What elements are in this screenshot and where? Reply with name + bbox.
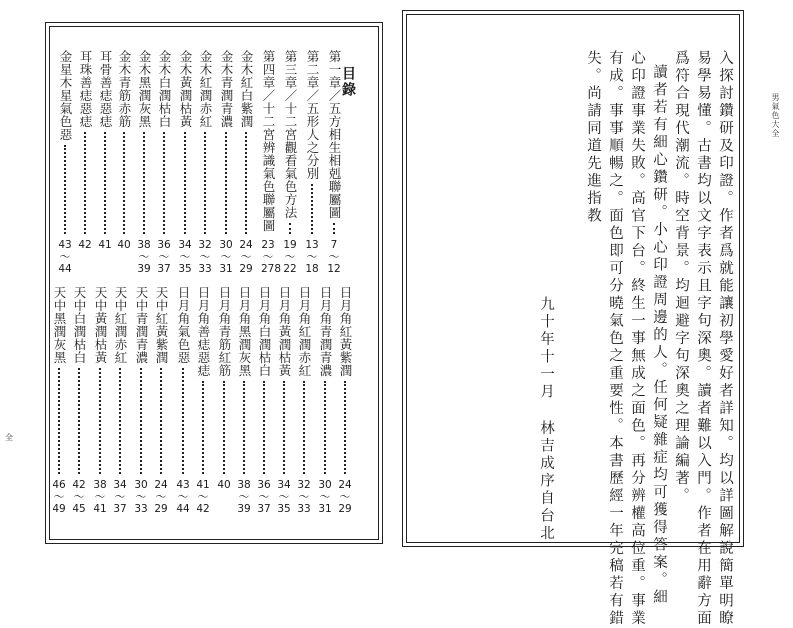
toc-bottom-entry-page: 24 — [338, 479, 352, 491]
toc-bottom-entry-page: 42 — [196, 503, 210, 515]
toc-top-entry-page: ～ — [220, 251, 232, 263]
toc-bottom-entry-page: 32 — [297, 479, 311, 491]
toc-bottom-entry-page: ～ — [319, 491, 331, 503]
toc-bottom-entry-page: 44 — [176, 503, 190, 515]
toc-top-entry-page: ～ — [59, 251, 71, 263]
toc-bottom-entry-page: ～ — [238, 491, 250, 503]
toc-top-entry-title: 第四章／十二宮辨識氣色聯屬圖 — [261, 50, 276, 232]
toc-bottom-entry-page: 46 — [52, 479, 66, 491]
toc-top-entry-title: 金木白潤枯白 — [157, 50, 172, 128]
toc-top-entry-title: 金木青潤青濃 — [219, 50, 234, 128]
toc-top-entry-title: 金木黑潤灰黑 — [137, 50, 152, 128]
toc-top-entry-title: 第二章／五形人之分別 — [305, 50, 320, 180]
preface-signature: 林吉成序自台北 — [538, 420, 554, 543]
toc-top-entry-page: 23 — [261, 239, 275, 251]
toc-heading: 目錄 — [340, 66, 356, 98]
toc-top-entry-leader-dots — [311, 184, 317, 234]
toc-top-entry-page: 22 — [283, 263, 297, 275]
toc-bottom-entry-page: 37 — [113, 503, 127, 515]
preface-column: 入探討鑽研及印證。作者爲就能讓初學愛好者詳知。均以詳圖解說簡單明瞭 — [717, 50, 733, 628]
toc-top-entry-page: 7 — [330, 239, 338, 251]
toc-bottom-entry-title: 日月角白潤枯白 — [257, 286, 272, 377]
toc-top-entry-leader-dots — [184, 132, 190, 234]
toc-bottom-entry-page: 34 — [277, 479, 291, 491]
toc-bottom-entry-leader-dots — [303, 381, 309, 474]
preface-column: 易學易懂。古書均以文字表示且字句深奧。讀者難以入門。作者在用辭方面 — [695, 50, 711, 628]
toc-bottom-entry-leader-dots — [263, 381, 269, 474]
toc-top-entry-title: 金木紅潤赤紅 — [198, 50, 213, 128]
page-number: 全 — [5, 433, 13, 442]
toc-top-entry-page: 24 — [239, 239, 253, 251]
toc-bottom-entry-page: ～ — [53, 491, 65, 503]
toc-bottom-entry-leader-dots — [243, 381, 249, 474]
toc-top-entry-page: 30 — [219, 239, 233, 251]
toc-bottom-entry-leader-dots — [202, 381, 208, 474]
toc-bottom-entry-page: 40 — [217, 479, 231, 491]
toc-top-entry-page: ～ — [328, 251, 340, 263]
toc-bottom-entry-page: 49 — [52, 503, 66, 515]
toc-top-entry-page: 278 — [261, 263, 282, 275]
toc-bottom-entry-page: 42 — [72, 479, 86, 491]
toc-bottom-entry-page: 33 — [134, 503, 148, 515]
toc-top-entry-page: ～ — [284, 251, 296, 263]
toc-top-entry-page: 42 — [78, 239, 92, 251]
toc-top-entry-page: 37 — [157, 263, 171, 275]
toc-top-entry-leader-dots — [204, 132, 210, 234]
toc-top-entry-page: 32 — [198, 239, 212, 251]
toc-top-entry-page: 13 — [305, 239, 319, 251]
toc-top-entry-leader-dots — [64, 145, 70, 234]
toc-bottom-entry-title: 日月角青筋紅筋 — [217, 286, 232, 377]
toc-top-entry-page: ～ — [138, 251, 150, 263]
toc-bottom-entry-page: 35 — [277, 503, 291, 515]
toc-bottom-entry-title: 天中黃潤枯黃 — [93, 286, 108, 364]
toc-top-entry-page: 35 — [178, 263, 192, 275]
toc-top-entry-page: ～ — [262, 251, 274, 263]
toc-top-entry-title: 金木黃潤枯黃 — [178, 50, 193, 128]
toc-bottom-entry-page: ～ — [278, 491, 290, 503]
preface-date: 九十年十一月 — [538, 296, 554, 401]
toc-bottom-entry-page: 24 — [154, 479, 168, 491]
toc-top-entry-title: 金木青筋赤筋 — [117, 50, 132, 128]
preface-column: 爲符合現代潮流。時空背景。均迴避字句深奧之理論編著。 — [673, 50, 689, 505]
toc-bottom-entry-title: 日月角青潤青濃 — [318, 286, 333, 377]
toc-top-entry-leader-dots — [289, 223, 295, 234]
toc-bottom-entry-page: ～ — [155, 491, 167, 503]
toc-bottom-entry-title: 天中青潤青濃 — [134, 286, 149, 364]
toc-top-entry-page: 41 — [98, 239, 112, 251]
toc-bottom-entry-page: 34 — [113, 479, 127, 491]
toc-bottom-entry-page: ～ — [114, 491, 126, 503]
toc-bottom-entry-title: 天中白潤枯白 — [72, 286, 87, 364]
toc-top-entry-page: 19 — [283, 239, 297, 251]
toc-top-entry-leader-dots — [104, 132, 110, 234]
toc-bottom-entry-leader-dots — [283, 381, 289, 474]
toc-bottom-entry-page: 33 — [297, 503, 311, 515]
toc-top-entry-leader-dots — [225, 132, 231, 234]
toc-bottom-entry-page: ～ — [197, 491, 209, 503]
toc-top-entry-page: ～ — [240, 251, 252, 263]
toc-top-entry-leader-dots — [123, 132, 129, 234]
toc-top-entry-page: 33 — [198, 263, 212, 275]
toc-top-entry-title: 金星木星氣色惡 — [58, 50, 73, 141]
toc-bottom-entry-page: 45 — [72, 503, 86, 515]
toc-bottom-entry-leader-dots — [140, 368, 146, 474]
toc-top-entry-page: ～ — [306, 251, 318, 263]
toc-bottom-entry-page: ～ — [298, 491, 310, 503]
toc-top-entry-page: 18 — [305, 263, 319, 275]
toc-top-entry-page: 34 — [178, 239, 192, 251]
toc-bottom-entry-leader-dots — [78, 368, 84, 474]
toc-bottom-entry-leader-dots — [160, 368, 166, 474]
toc-bottom-entry-title: 日月角黑潤灰黑 — [237, 286, 252, 377]
toc-bottom-entry-page: 30 — [134, 479, 148, 491]
toc-top-entry-leader-dots — [84, 132, 90, 234]
toc-bottom-entry-page: 36 — [257, 479, 271, 491]
toc-top-entry-title: 耳珠善痣惡痣 — [78, 50, 93, 128]
toc-top-entry-title: 第一章／五方相生相剋聯屬圖 — [327, 50, 342, 219]
toc-bottom-entry-title: 日月角善痣惡痣 — [196, 286, 211, 377]
toc-top-entry-leader-dots — [143, 132, 149, 234]
toc-bottom-entry-leader-dots — [182, 368, 188, 474]
preface-column: 有成。事事順暢之。面色即可分曉氣色之重要性。本書歷經一年完稿若有錯 — [607, 50, 623, 628]
toc-top-entry-page: 40 — [117, 239, 131, 251]
toc-bottom-entry-page: 38 — [237, 479, 251, 491]
toc-top-entry-page: ～ — [179, 251, 191, 263]
toc-bottom-entry-leader-dots — [324, 381, 330, 474]
toc-bottom-entry-leader-dots — [223, 381, 229, 474]
toc-bottom-entry-page: ～ — [94, 491, 106, 503]
toc-bottom-entry-page: ～ — [73, 491, 85, 503]
toc-top-entry-page: 38 — [137, 239, 151, 251]
toc-top-entry-page: 12 — [327, 263, 341, 275]
toc-bottom-entry-title: 日月角紅潤赤紅 — [297, 286, 312, 377]
toc-top-entry-page: ～ — [158, 251, 170, 263]
toc-bottom-entry-leader-dots — [99, 368, 105, 474]
toc-top-entry-page: ～ — [199, 251, 211, 263]
toc-bottom-entry-page: 30 — [318, 479, 332, 491]
toc-bottom-entry-page: 29 — [338, 503, 352, 515]
toc-top-entry-leader-dots — [245, 132, 251, 234]
toc-top-entry-page: 36 — [157, 239, 171, 251]
right-page-inner-frame — [406, 14, 740, 543]
preface-column: 心印證事業失敗。高官下台。終生一事無成之面色。再分辨權高位重。事業 — [629, 50, 645, 628]
toc-bottom-entry-leader-dots — [58, 368, 64, 474]
toc-bottom-entry-title: 天中紅黃紫潤 — [154, 286, 169, 364]
toc-bottom-entry-page: ～ — [339, 491, 351, 503]
toc-top-entry-title: 第三章／十二宮觀看氣色方法 — [283, 50, 298, 219]
toc-bottom-entry-leader-dots — [119, 368, 125, 474]
toc-bottom-entry-title: 日月角紅黃紫潤 — [338, 286, 353, 377]
toc-top-entry-leader-dots — [163, 132, 169, 234]
running-title: 男氣色大全 — [771, 93, 780, 138]
toc-top-entry-page: 31 — [219, 263, 233, 275]
toc-top-entry-leader-dots — [333, 223, 339, 234]
preface-column: 讀者若有細心鑽研。小心印證周邊的人。任何疑雜症均可獲得答案。細 — [651, 64, 667, 607]
preface-column: 失。尚請同道先進指教 — [585, 50, 601, 225]
toc-top-entry-title: 金木紅白紫潤 — [239, 50, 254, 128]
toc-bottom-entry-page: ～ — [258, 491, 270, 503]
toc-top-entry-page: 44 — [58, 263, 72, 275]
toc-bottom-entry-page: 29 — [154, 503, 168, 515]
toc-bottom-entry-leader-dots — [344, 381, 350, 474]
toc-bottom-entry-title: 天中紅潤赤紅 — [113, 286, 128, 364]
toc-bottom-entry-title: 日月角黃潤枯黃 — [277, 286, 292, 377]
toc-bottom-entry-page: ～ — [177, 491, 189, 503]
toc-bottom-entry-page: 39 — [237, 503, 251, 515]
toc-bottom-entry-page: 37 — [257, 503, 271, 515]
toc-bottom-entry-page: 38 — [93, 479, 107, 491]
toc-top-entry-page: 29 — [239, 263, 253, 275]
toc-bottom-entry-page: 41 — [196, 479, 210, 491]
toc-bottom-entry-page: 41 — [93, 503, 107, 515]
toc-bottom-entry-page: ～ — [135, 491, 147, 503]
toc-top-entry-page: 43 — [58, 239, 72, 251]
toc-bottom-entry-title: 天中黑潤灰黑 — [52, 286, 67, 364]
toc-bottom-entry-title: 日月角氣色惡 — [176, 286, 191, 364]
toc-bottom-entry-page: 31 — [318, 503, 332, 515]
toc-top-entry-title: 耳骨善痣惡痣 — [98, 50, 113, 128]
toc-top-entry-page: 39 — [137, 263, 151, 275]
toc-bottom-entry-page: 43 — [176, 479, 190, 491]
